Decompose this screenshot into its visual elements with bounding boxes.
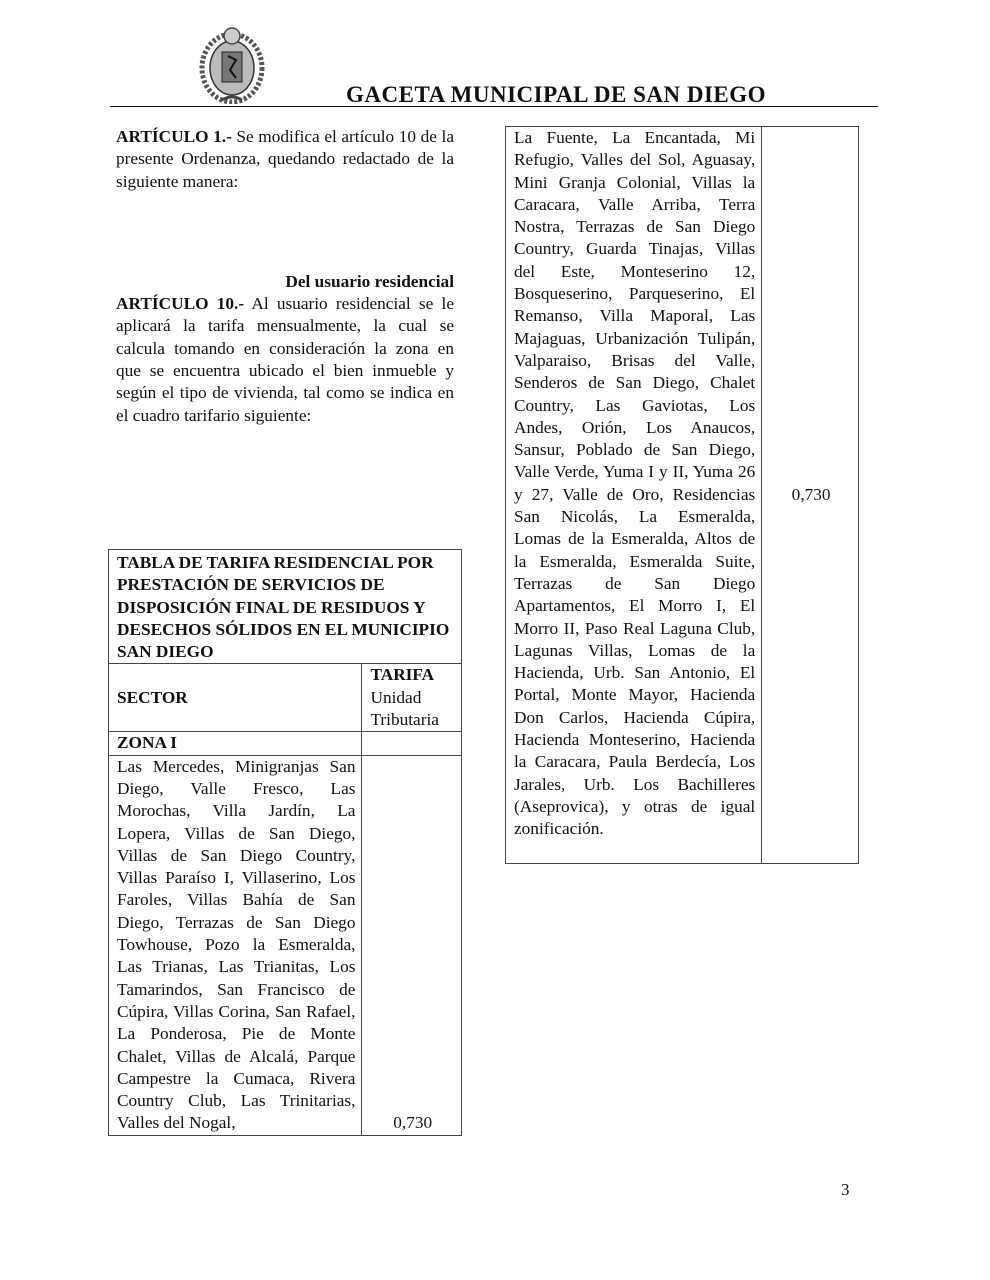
header-sector: SECTOR xyxy=(109,664,362,732)
page-number: 3 xyxy=(841,1180,850,1199)
article-10-text: Al usuario residencial se le aplicará la tarifa mensualmente, la cual se calcula tomando en consideración la zona en que se encuentra ubicado el bien inmueble y según el tipo de vivienda, tal como se indica en el cuadro tarifario siguiente: xyxy=(116,294,454,425)
sector-list: Las Mercedes, Minigranjas San Diego, Valle Fresco, Las Morochas, Villa Jardín, La Lopera, Villas de San Diego, Villas de San Diego Country, Villas Paraíso I, Villaserino, Los Faroles, Villas Bahía de San Diego, Terrazas de San Diego Towhouse, Pozo la Esmeralda, Las Trianas, Las Trianitas, Los Tamarindos, San Francisco de Cúpira, Villas Corina, San Rafael, La Ponderosa, Pie de Monte Chalet, Villas de Alcalá, Parque Campestre la Cumaca, Rivera Country Club, Las Trinitarias, Valles del Nogal, xyxy=(109,755,362,1135)
header-tarifa-unit-1: Unidad xyxy=(370,687,422,707)
header-tarifa xyxy=(362,664,462,732)
article-1-text: Se modifica el artículo 10 de la presente Ordenanza, quedando redactado de la siguiente manera: xyxy=(116,127,454,191)
tarifa-value: 0,730 xyxy=(362,755,462,1135)
table-row xyxy=(506,127,859,864)
left-column xyxy=(116,126,454,427)
article-10-paragraph xyxy=(116,293,454,427)
header-tarifa-label: TARIFA xyxy=(370,665,435,685)
sector-list-continued: La Fuente, La Encantada, Mi Refugio, Valles del Sol, Aguasay, Mini Granja Colonial, Villas la Caracara, Valle Arriba, Terra Nostra, Terrazas de San Diego Country, Guarda Tinajas, Villas del Este, Monteserino 12, Bosqueserino, Parqueserino, El Remanso, Villa Maporal, Las Majaguas, Urbanización Tulipán, Valparaiso, Brisas del Valle, Senderos de San Diego, Chalet Country, Las Gaviotas, Los Andes, Orión, Los Anaucos, Sansur, Poblado de San Diego, Valle Verde, Yuma I y II, Yuma 26 y 27, Valle de Oro, Residencias San Nicolás, La Esmeralda, Lomas de la Esmeralda, Altos de la Esmeralda, Esmeralda Suite, Terrazas de San Diego Apartamentos, El Morro I, El Morro II, Paso Real Laguna Club, Lagunas Villas, Lomas de la Hacienda, Urb. San Antonio, El Portal, Monte Mayor, Hacienda Don Carlos, Hacienda Cúpira, Hacienda Monteserino, Hacienda la Caracara, Paula Berdecía, Los Jarales, Urb. Los Bachilleres (Aseprovica), y otras de igual zonificación. xyxy=(506,127,762,864)
table-header-row xyxy=(109,664,462,732)
tarifa-value: 0,730 xyxy=(762,127,859,864)
zone-row xyxy=(109,732,462,755)
zone-empty-cell xyxy=(362,732,462,755)
tariff-table-part-1 xyxy=(108,549,462,1136)
header-tarifa-unit-2: Tributaria xyxy=(370,710,439,730)
zone-name: ZONA I xyxy=(109,732,362,755)
tariff-table-part-2 xyxy=(505,126,859,864)
coat-of-arms-icon xyxy=(192,24,272,104)
article-10-label: ARTÍCULO 10.- xyxy=(116,294,245,314)
section-heading: Del usuario residencial xyxy=(285,271,454,291)
table-title: TABLA DE TARIFA RESIDENCIAL POR PRESTACIÓN DE SERVICIOS DE DISPOSICIÓN FINAL DE RESIDUOS Y DESECHOS SÓLIDOS EN EL MUNICIPIO SAN DIEGO xyxy=(109,550,462,664)
header-divider xyxy=(110,106,878,107)
article-1-paragraph xyxy=(116,126,454,193)
article-1-label: ARTÍCULO 1.- xyxy=(116,127,232,146)
table-row xyxy=(109,755,462,1135)
publication-title: GACETA MUNICIPAL DE SAN DIEGO xyxy=(346,82,767,107)
